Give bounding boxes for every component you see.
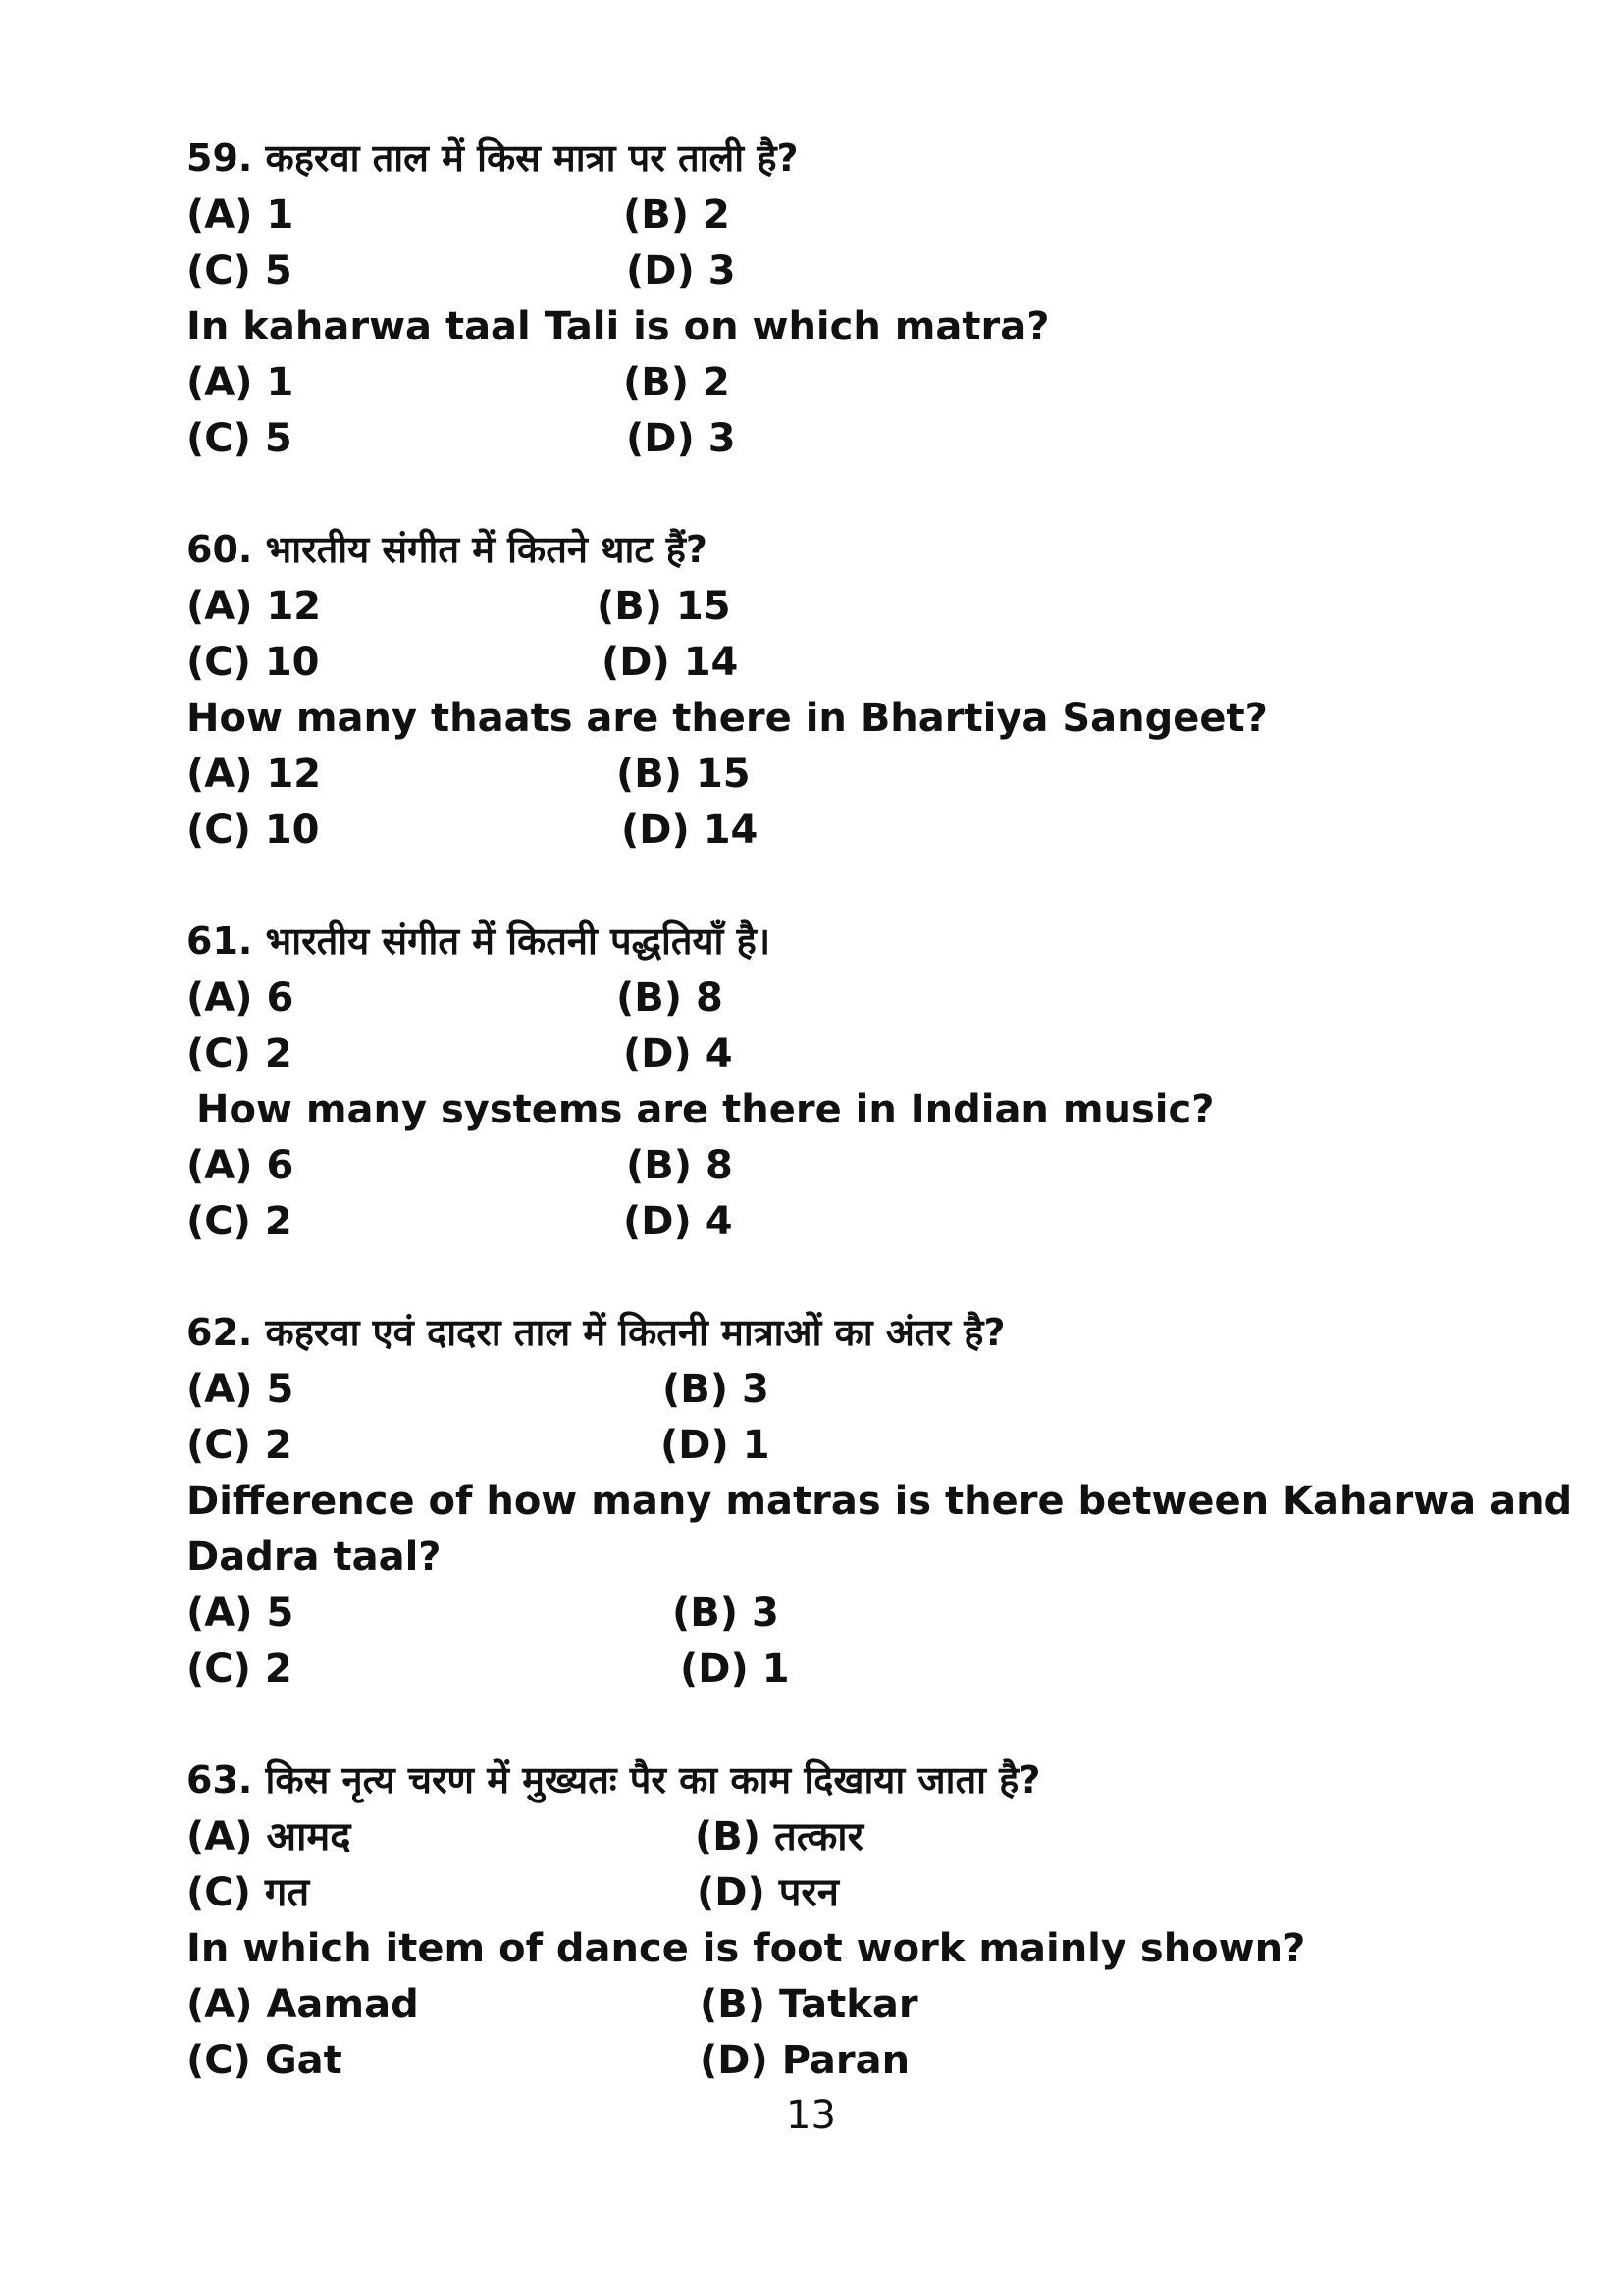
option-d: (D) 14 — [621, 808, 759, 853]
question-60-english: How many thaats are there in Bhartiya Sangeet? — [186, 696, 1268, 741]
option-c: (C) 10 — [186, 808, 320, 853]
option-d: (D) 4 — [623, 1031, 733, 1076]
option-d: (D) 3 — [626, 416, 736, 461]
option-b: (B) 2 — [623, 360, 730, 405]
option-b: (B) Tatkar — [700, 1982, 918, 2027]
option-c: (C) 2 — [186, 1646, 292, 1692]
question-61-hindi: 61. भारतीय संगीत में कितनी पद्धतियाँ है। — [186, 919, 771, 963]
option-b: (B) तत्कार — [695, 1814, 864, 1859]
question-63-english: In which item of dance is foot work mainly shown? — [186, 1926, 1306, 1971]
question-59-hindi: 59. कहरवा ताल में किस मात्रा पर ताली है? — [186, 136, 799, 180]
question-62-english-line-2: Dadra taal? — [186, 1535, 442, 1580]
option-c: (C) 2 — [186, 1423, 292, 1468]
option-b: (B) 8 — [626, 1143, 733, 1188]
question-60-hindi: 60. भारतीय संगीत में कितने थाट हैं? — [186, 528, 707, 571]
page-number: 13 — [786, 2093, 836, 2138]
option-c: (C) Gat — [186, 2038, 342, 2083]
option-a: (A) 1 — [186, 192, 294, 237]
option-c: (C) 5 — [186, 416, 292, 461]
option-a: (A) 6 — [186, 975, 294, 1020]
option-a: (A) 1 — [186, 360, 294, 405]
question-62-hindi: 62. कहरवा एवं दादरा ताल में कितनी मात्राओं का अंतर है? — [186, 1311, 1006, 1354]
question-63-hindi: 63. किस नृत्य चरण में मुख्यतः पैर का काम दिखाया जाता है? — [186, 1758, 1041, 1801]
option-c: (C) 2 — [186, 1199, 292, 1244]
option-c: (C) 5 — [186, 248, 292, 293]
option-b: (B) 15 — [597, 584, 731, 629]
option-b: (B) 3 — [662, 1367, 769, 1412]
option-a: (A) 6 — [186, 1143, 294, 1188]
question-61-english: How many systems are there in Indian music? — [196, 1087, 1215, 1132]
option-b: (B) 8 — [616, 975, 723, 1020]
option-a: (A) 12 — [186, 752, 322, 797]
option-d: (D) 1 — [660, 1423, 770, 1468]
option-d: (D) 3 — [626, 248, 736, 293]
question-62-english-line-1: Difference of how many matras is there between Kaharwa and — [186, 1479, 1573, 1524]
option-d: (D) परन — [697, 1870, 839, 1915]
option-a: (A) Aamad — [186, 1982, 419, 2027]
option-d: (D) Paran — [700, 2038, 911, 2083]
option-a: (A) 5 — [186, 1591, 294, 1636]
option-d: (D) 1 — [680, 1646, 790, 1692]
option-c: (C) 2 — [186, 1031, 292, 1076]
option-a: (A) आमद — [186, 1814, 351, 1859]
question-59-english: In kaharwa taal Tali is on which matra? — [186, 304, 1050, 349]
option-a: (A) 5 — [186, 1367, 294, 1412]
option-d: (D) 4 — [623, 1199, 733, 1244]
option-c: (C) गत — [186, 1870, 310, 1915]
option-b: (B) 15 — [616, 752, 751, 797]
option-b: (B) 2 — [623, 192, 730, 237]
option-b: (B) 3 — [672, 1591, 779, 1636]
option-d: (D) 14 — [602, 640, 739, 685]
option-a: (A) 12 — [186, 584, 322, 629]
option-c: (C) 10 — [186, 640, 320, 685]
